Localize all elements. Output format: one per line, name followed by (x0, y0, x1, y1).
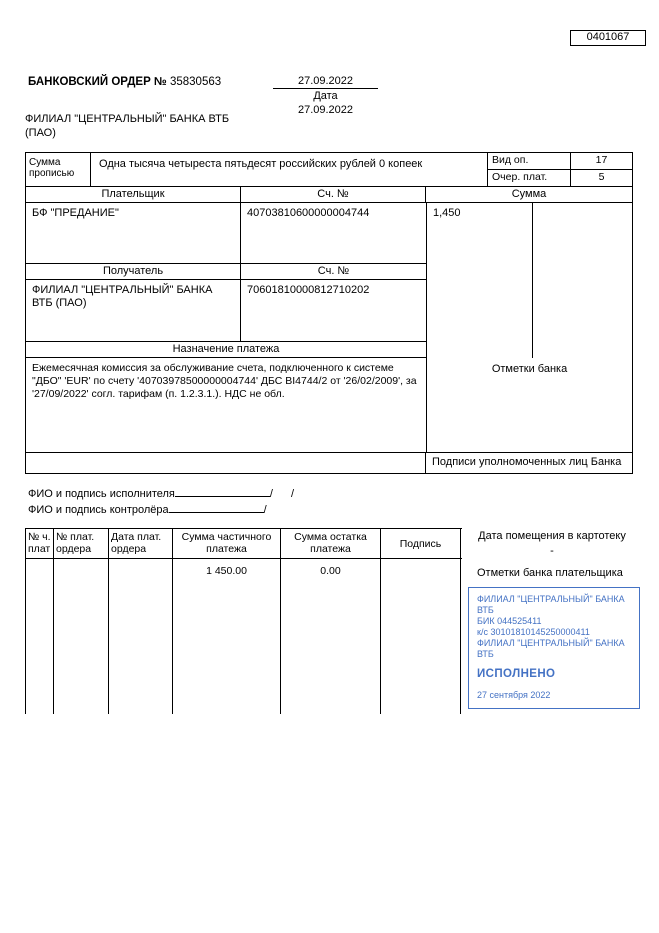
payer-header: Плательщик (26, 187, 241, 202)
purpose-header: Назначение платежа (172, 343, 280, 355)
col-header-partial-sum: Сумма частичного платежа (173, 529, 281, 558)
vid-op-label: Вид оп. (488, 153, 571, 169)
executor-label: ФИО и подпись исполнителя (28, 488, 175, 500)
sum-column-divider (532, 203, 533, 358)
controller-signature-line (28, 502, 294, 518)
bank-signatures-empty-cell (26, 453, 426, 473)
stamp-bik: БИК 044525411 (477, 616, 542, 626)
order-number: 35830563 (169, 76, 222, 88)
bank-name-line2: (ПАО) (25, 127, 56, 139)
payer-row (26, 203, 426, 264)
col-header-order-date: Дата плат. ордера (109, 529, 173, 558)
executor-signature-gap (273, 486, 291, 497)
card-file-value: - (550, 545, 554, 557)
main-order-table (25, 152, 633, 474)
payer-name: БФ "ПРЕДАНИЕ" (26, 203, 241, 263)
card-file-block (468, 529, 636, 559)
order-number-cell (54, 559, 109, 714)
payer-bank-marks-label: Отметки банка плательщика (477, 567, 623, 579)
col-header-signature: Подпись (381, 529, 461, 558)
partial-sum-cell: 1 450.00 (173, 559, 281, 714)
recipient-row (26, 280, 426, 342)
ocher-plat-value: 5 (598, 171, 605, 183)
controller-label: ФИО и подпись контролёра (28, 504, 169, 516)
stamp-status: ИСПОЛНЕНО (477, 668, 556, 680)
partial-payments-table (25, 528, 462, 714)
ocher-plat-row (488, 170, 632, 186)
executor-name-line (175, 486, 270, 497)
sum-value: 1,450 (433, 207, 461, 219)
parties-section (26, 203, 632, 453)
issuing-bank-name (25, 112, 229, 140)
bank-signatures-row (26, 453, 632, 473)
date-value-underlined: 27.09.2022 (273, 74, 378, 89)
bank-execution-stamp (468, 587, 640, 709)
operation-info-block (488, 153, 632, 186)
form-code-box (570, 30, 646, 46)
part-number-cell (26, 559, 54, 714)
amount-in-words: Одна тысяча четыреста пятьдесят российских рублей 0 копеек (91, 153, 488, 186)
payer-account-header: Сч. № (241, 187, 426, 202)
order-date-cell (109, 559, 173, 714)
slash-separator: / (269, 488, 273, 500)
card-file-label: Дата помещения в картотеку (478, 530, 626, 542)
date-block (273, 74, 378, 117)
stamp-bank-name-2: ФИЛИАЛ "ЦЕНТРАЛЬНЫЙ" БАНКА ВТБ (477, 638, 625, 659)
recipient-header: Получатель (26, 264, 241, 279)
remaining-sum-cell: 0.00 (281, 559, 381, 714)
form-code: 0401067 (586, 31, 630, 43)
parties-left-column (26, 203, 427, 452)
stamp-corr-account: к/с 30101810145250000411 (477, 627, 590, 637)
sum-and-marks-column (427, 203, 632, 452)
ocher-plat-label: Очер. плат. (488, 170, 571, 186)
purpose-row (26, 358, 426, 453)
slash-separator: / (290, 488, 295, 500)
stamp-bank-name-1: ФИЛИАЛ "ЦЕНТРАЛЬНЫЙ" БАНКА ВТБ (477, 594, 625, 615)
amount-words-label: Сумма прописью (26, 153, 91, 186)
signature-cell (381, 559, 461, 714)
sum-header: Сумма (511, 188, 547, 200)
stamp-date: 27 сентября 2022 (477, 690, 551, 700)
bank-marks-header: Отметки банка (491, 363, 568, 375)
col-header-order-number: № плат. ордера (54, 529, 109, 558)
purpose-text: Ежемесячная комиссия за обслуживание счета, подключенного к системе "ДБО" 'EUR' по счету '40703978500000004744' ДБС BI4744/2 от '26/02/2009', за '27/09/2022' согл. тарифам (п. 1.2.3.1.). НДС не обл. (32, 362, 417, 400)
recipient-name: ФИЛИАЛ "ЦЕНТРАЛЬНЫЙ" БАНКА ВТБ (ПАО) (26, 280, 241, 341)
slash-separator: / (263, 504, 267, 516)
vid-op-row (488, 153, 632, 170)
recipient-headers-row (26, 264, 426, 280)
executor-signature-line (28, 486, 294, 502)
purpose-header-row (26, 342, 426, 358)
date-value-2: 27.09.2022 (297, 104, 354, 116)
vid-op-value: 17 (595, 154, 608, 166)
bank-name-line1: ФИЛИАЛ "ЦЕНТРАЛЬНЫЙ" БАНКА ВТБ (25, 113, 230, 125)
document-title (28, 76, 221, 88)
amount-words-row (26, 153, 632, 187)
signature-lines (28, 486, 294, 518)
col-header-remaining-sum: Сумма остатка платежа (281, 529, 381, 558)
controller-name-line (169, 502, 264, 513)
recipient-account-header: Сч. № (317, 265, 350, 277)
partial-payments-header-row (26, 529, 462, 559)
payer-account: 40703810600000004744 (247, 207, 370, 219)
payer-headers-row (26, 187, 632, 203)
date-label: Дата (313, 90, 338, 102)
recipient-account: 70601810000812710202 (247, 284, 370, 296)
title-label: БАНКОВСКИЙ ОРДЕР № (28, 76, 167, 88)
partial-payments-values-row (26, 559, 462, 714)
col-header-part-number: № ч. плат (26, 529, 54, 558)
bank-signatures-label: Подписи уполномоченных лиц Банка (432, 456, 622, 468)
